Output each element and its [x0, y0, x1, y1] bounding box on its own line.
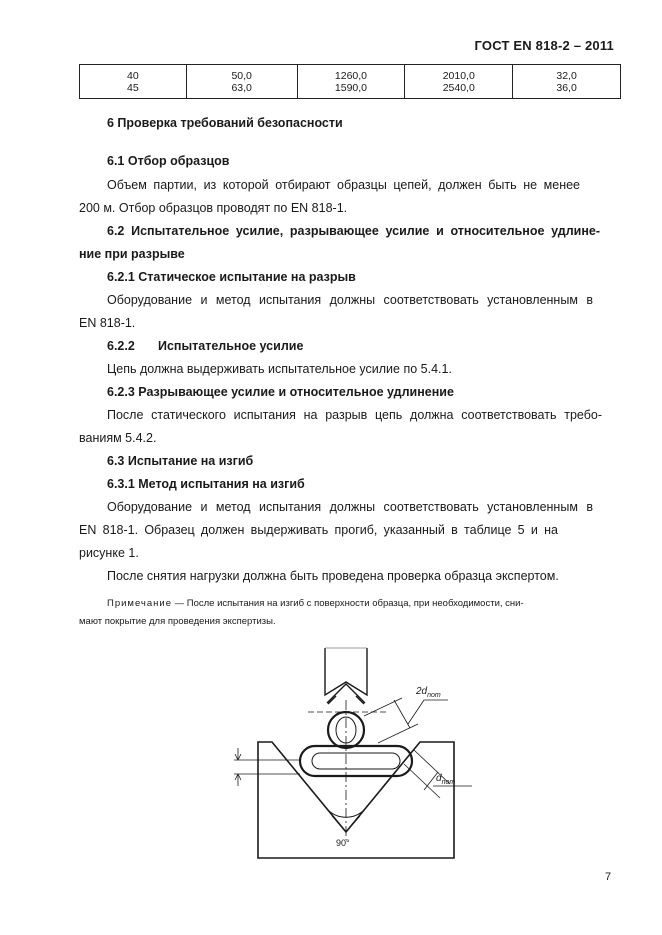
section-6-2-heading: 6.2 Испытательное усилие, разрывающее усилие и относительное удлине-	[107, 224, 600, 238]
section-6-2-3-heading: 6.2.3 Разрывающее усилие и относительное удлинение	[107, 385, 454, 399]
note-line	[107, 598, 524, 609]
table-row	[80, 65, 621, 99]
section-6-2-2-number: 6.2.2	[107, 339, 135, 353]
section-6-1-heading: 6.1 Отбор образцов	[107, 154, 230, 168]
table-cell: 2010,0 2540,0	[405, 65, 513, 99]
bend-test-figure	[228, 640, 478, 870]
label-d-nom: $d_{nom}$	[436, 773, 456, 786]
page-number: 7	[605, 871, 612, 883]
paragraph-line: Оборудование и метод испытания должны соответствовать установленным в	[107, 500, 593, 514]
paragraph-line: ваниям 5.4.2.	[79, 431, 157, 445]
note-lead: Примечание	[107, 598, 172, 609]
table-cell: 1260,0 1590,0	[297, 65, 405, 99]
document-header: ГОСТ EN 818-2 – 2011	[474, 38, 614, 53]
table-cell: 32,0 36,0	[513, 65, 621, 99]
paragraph-line: 200 м. Отбор образцов проводят по EN 818-1.	[79, 201, 348, 215]
paragraph-line: После снятия нагрузки должна быть проведена проверка образца экспертом.	[107, 569, 559, 583]
table-cell: 40 45	[80, 65, 187, 99]
section-6-2-2-heading: Испытательное усилие	[158, 339, 304, 353]
note-line: мают покрытие для проведения экспертизы.	[79, 616, 276, 627]
table-cell: 50,0 63,0	[186, 65, 297, 99]
paragraph-line: EN 818-1. Образец должен выдерживать прогиб, указанный в таблице 5 и на	[79, 523, 558, 537]
label-angle: 90°	[336, 838, 350, 848]
paragraph-line: Объем партии, из которой отбирают образцы цепей, должен быть не менее	[107, 178, 580, 192]
v-die	[258, 742, 454, 858]
label-2d-nom: $2d_{nom}$	[416, 686, 441, 699]
paragraph-line: EN 818-1.	[79, 316, 136, 330]
section-6-2-heading-cont: ние при разрыве	[79, 247, 185, 261]
note-text: — После испытания на изгиб с поверхности образца, при необходимости, сни-	[172, 598, 524, 609]
section-6-3-1-heading: 6.3.1 Метод испытания на изгиб	[107, 477, 305, 491]
paragraph-line: Оборудование и метод испытания должны соответствовать установленным в	[107, 293, 593, 307]
punch-body	[325, 648, 367, 695]
paragraph-line: После статического испытания на разрыв цепь должна соответствовать требо-	[107, 408, 602, 422]
dimensions-table	[79, 64, 621, 99]
section-6-heading: 6 Проверка требований безопасности	[107, 116, 343, 130]
section-6-3-heading: 6.3 Испытание на изгиб	[107, 454, 254, 468]
section-6-2-1-heading: 6.2.1 Статическое испытание на разрыв	[107, 270, 356, 284]
paragraph-line: Цепь должна выдерживать испытательное усилие по 5.4.1.	[107, 362, 452, 376]
paragraph-line: рисунке 1.	[79, 546, 139, 560]
